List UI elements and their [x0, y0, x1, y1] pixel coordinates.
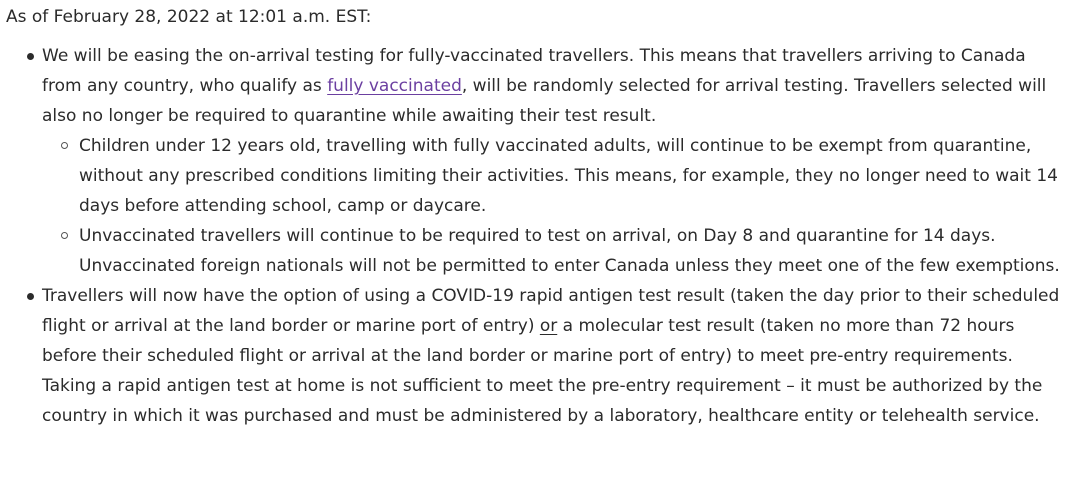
bullet-text-part: We will be easing the on-arrival testing for fully-vaccinated travellers. This means that travellers arriving to Canada from any country, who qualify as — [42, 46, 1026, 96]
sub-bullet-list — [42, 131, 1060, 281]
bullet-text-part: a molecular test result (taken no more than 72 hours before their scheduled flight or arrival at the land border or marine port of entry) to meet pre-entry requirements. Taking a rapid antigen test at home is not sufficient to meet the pre-entry requirement – it must be authorized by the country in which it was purchased and must be administered by a laboratory, healthcare entity or telehealth service. — [42, 316, 1043, 426]
bullet-easing-testing — [6, 41, 1080, 281]
sub-bullet-unvaccinated: Unvaccinated travellers will continue to be required to test on arrival, on Day 8 and quarantine for 14 days. Unvaccinated foreign nationals will not be permitted to enter Canada unless they meet one of the few exemptions. — [42, 221, 1060, 281]
bullet-rapid-antigen — [6, 281, 1080, 431]
bullet-list — [6, 41, 1080, 431]
fully-vaccinated-link[interactable]: fully vaccinated — [327, 76, 462, 96]
bullet-text-part: , will be randomly selected for arrival testing. Travellers selected will also no longer be required to quarantine while awaiting their test result. — [42, 76, 1047, 126]
underlined-or: or — [539, 316, 558, 336]
intro-date-line: As of February 28, 2022 at 12:01 a.m. EST: — [6, 7, 372, 27]
bullet-text-part: Travellers will now have the option of using a COVID-19 rapid antigen test result (taken the day prior to their scheduled flight or arrival at the land border or marine port of entry) — [42, 286, 1060, 336]
sub-bullet-children: Children under 12 years old, travelling with fully vaccinated adults, will continue to be exempt from quarantine, without any prescribed conditions limiting their activities. This means, for example, they no longer need to wait 14 days before attending school, camp or daycare. — [42, 131, 1060, 221]
